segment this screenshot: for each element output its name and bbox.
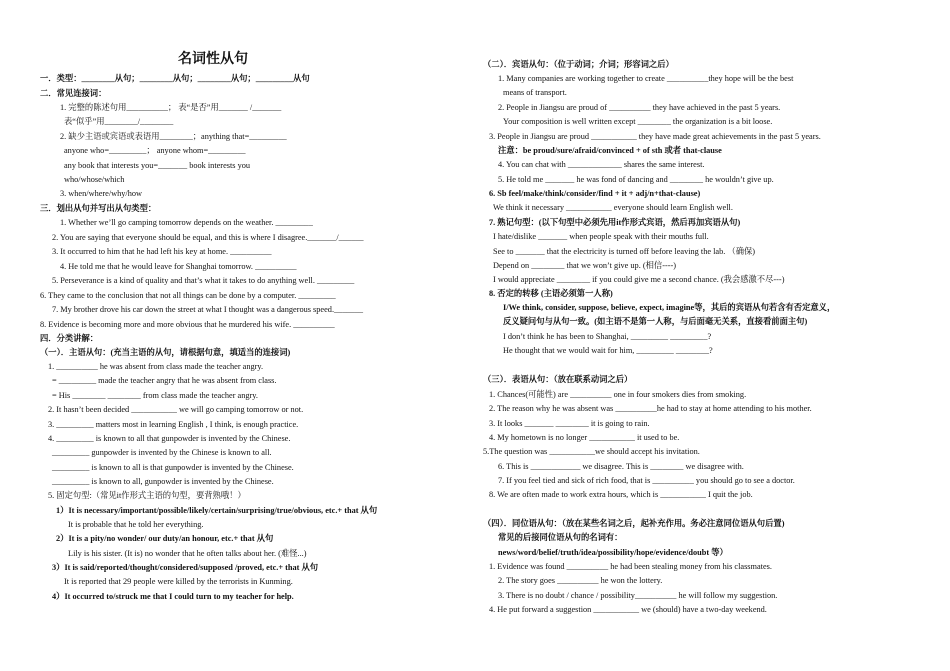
text-line: It is reported that 29 people were killed by the terrorists in Kunming. bbox=[64, 577, 293, 586]
text-line: 5.The question was ___________we should accept his invitation. bbox=[483, 447, 700, 456]
text-line: 1. Chances(可能性) are __________ one in four smokers dies from smoking. bbox=[489, 390, 747, 399]
text-line: 7. If you feel tied and sick of rich food, that is __________ you should go to see a doctor. bbox=[498, 476, 795, 485]
text-line: _________ gunpowder is invented by the Chinese is known to all. bbox=[52, 448, 272, 457]
text-line: 4. _________ is known to all that gunpowder is invented by the Chinese. bbox=[48, 434, 291, 443]
text-line: 三．划出从句并写出从句类型： bbox=[40, 204, 157, 213]
text-line: I would appreciate ________ if you could give me a second chance. (我会感激不尽---) bbox=[493, 275, 785, 284]
text-line: Lily is his sister. (It is) no wonder that he often talks about her. (难怪...) bbox=[68, 549, 307, 558]
text-line: 二．常见连接词： bbox=[40, 89, 107, 98]
text-line: See to _______ that the electricity is turned off before leaving the lab. （确保) bbox=[493, 247, 756, 256]
text-line: = His ________ ________ from class made the teacher angry. bbox=[52, 391, 258, 400]
text-line: 注意：be proud/sure/afraid/convinced + of sth 或者 that-clause bbox=[498, 146, 722, 155]
text-line: （三）．表语从句：（放在联系动词之后） bbox=[483, 375, 633, 384]
text-line: I don’t think he has been to Shanghai, _________ _________? bbox=[503, 332, 712, 341]
text-line: 8. 否定的转移 (主语必须第一人称) bbox=[489, 289, 613, 298]
text-line: 7. 熟记句型：(以下句型中必须先用it作形式宾语，然后再加宾语从句) bbox=[489, 218, 741, 227]
text-line: 四．分类讲解： bbox=[40, 334, 99, 343]
text-line: I/We think, consider, suppose, believe, expect, imagine等，其后的宾语从句若含有否定意义， bbox=[503, 303, 836, 312]
text-line: 7. My brother drove his car down the street at what I thought was a dangerous speed._______ bbox=[52, 305, 364, 314]
text-line: 1）It is necessary/important/possible/likely/certain/surprising/true/obvious, etc.+ that 从句 bbox=[56, 506, 378, 515]
text-line: 反义疑问句与从句一致。(如主语不是第一人称，与后面毫无关系，直接看前面主句) bbox=[503, 317, 808, 326]
text-line: It is probable that he told her everything. bbox=[68, 520, 204, 529]
text-line: 3. There is no doubt / chance / possibility__________ he will follow my suggestion. bbox=[498, 591, 778, 600]
text-line: Your composition is well written except ________ the organization is a bit loose. bbox=[503, 117, 773, 126]
text-line: 3. It looks _______ ________ it is going to rain. bbox=[489, 419, 650, 428]
text-line: anyone who=_________； anyone whom=_________ bbox=[64, 146, 246, 155]
text-line: 2. It hasn’t been decided ___________ we will go camping tomorrow or not. bbox=[48, 405, 304, 414]
text-line: 常见的后接同位语从句的名词有： bbox=[498, 533, 623, 542]
text-line: 3. when/where/why/how bbox=[60, 189, 143, 198]
text-line: means of transport. bbox=[503, 88, 567, 97]
text-line: 8. We are often made to work extra hours, which is ___________ I quit the job. bbox=[489, 490, 753, 499]
text-line: 6. Sb feel/make/think/consider/find + it + adj/n+that-clause) bbox=[489, 189, 701, 198]
text-line: 6. This is ____________ we disagree. This is ________ we disagree with. bbox=[498, 462, 744, 471]
text-line: 2. 缺少主语或宾语或表语用________；anything that=_________ bbox=[60, 132, 287, 141]
text-line: （四）．同位语从句：（放在某些名词之后，起补充作用。务必注意同位语从句后置) bbox=[483, 519, 785, 528]
text-line: 2. You are saying that everyone should be equal, and this is where I disagree._______/______ bbox=[52, 233, 364, 242]
text-line: _________ is known to all, gunpowder is invented by the Chinese. bbox=[52, 477, 274, 486]
page-title: 名词性从句 bbox=[178, 51, 248, 67]
text-line: （二）．宾语从句：（位于动词；介词；形容词之后） bbox=[483, 60, 674, 69]
text-line: 1. Evidence was found __________ he had been stealing money from his classmates. bbox=[489, 562, 772, 571]
text-line: 4. He put forward a suggestion ___________ we (should) have a two-day weekend. bbox=[489, 605, 767, 614]
text-line: 2）It is a pity/no wonder/ our duty/an honour, etc.+ that 从句 bbox=[56, 534, 274, 543]
text-line: 1. Many companies are working together to create __________they hope will be the best bbox=[498, 74, 794, 83]
text-line: 5. 固定句型:（常见it作形式主语的句型，要背熟哦！） bbox=[48, 491, 246, 500]
text-line: 8. Evidence is becoming more and more obvious that he murdered his wife. __________ bbox=[40, 320, 335, 329]
text-line: any book that interests you=_______ book interests you bbox=[64, 161, 251, 170]
text-line: We think it necessary ___________ everyone should learn English well. bbox=[493, 203, 733, 212]
text-line: _________ is known to all is that gunpowder is invented by the Chinese. bbox=[52, 463, 294, 472]
text-line: 3. It occurred to him that he had left his key at home. __________ bbox=[52, 247, 272, 256]
text-line: 1. __________ he was absent from class made the teacher angry. bbox=[48, 362, 264, 371]
text-line: 4）It occurred to/struck me that I could turn to my teacher for help. bbox=[52, 592, 294, 601]
text-line: 表“似乎”用________/________ bbox=[64, 117, 174, 126]
text-line: 3. People in Jiangsu are proud ___________ they have made great achievements in the past 5 years. bbox=[489, 132, 821, 141]
text-line: 5. He told me _______ he was fond of dancing and ________ he wouldn’t give up. bbox=[498, 175, 774, 184]
text-line: 3. _________ matters most in learning English , I think, is enough practice. bbox=[48, 420, 299, 429]
text-line: 2. People in Jiangsu are proud of __________ they have achieved in the past 5 years. bbox=[498, 103, 781, 112]
text-line: 5. Perseverance is a kind of quality and that’s what it takes to do anything well. _________ bbox=[52, 276, 355, 285]
text-line: 4. You can chat with _____________ shares the same interest. bbox=[498, 160, 705, 169]
text-line: who/whose/which bbox=[64, 175, 125, 184]
text-line: 4. He told me that he would leave for Shanghai tomorrow. __________ bbox=[60, 262, 297, 271]
text-line: Depend on ________ that we won’t give up. (相信----) bbox=[493, 261, 677, 270]
text-line: 6. They came to the conclusion that not all things can be done by a computer. _________ bbox=[40, 291, 336, 300]
text-line: = _________ made the teacher angry that he was absent from class. bbox=[52, 376, 277, 385]
text-line: 3）It is said/reported/thought/considered/supposed /proved, etc.+ that 从句 bbox=[52, 563, 319, 572]
text-line: He thought that we would wait for him, _________ ________? bbox=[503, 346, 713, 355]
text-line: 2. The story goes __________ he won the lottery. bbox=[498, 576, 663, 585]
text-line: news/word/belief/truth/idea/possibility/hope/evidence/doubt 等） bbox=[498, 548, 728, 557]
text-line: 1. 完整的陈述句用__________； 表“是否”用_______ /_______ bbox=[60, 103, 282, 112]
text-line: （一）．主语从句：(充当主语的从句，请根据句意，填适当的连接词) bbox=[40, 348, 291, 357]
text-line: 4. My hometown is no longer ___________ it used to be. bbox=[489, 433, 680, 442]
text-line: 一．类型：________从句；________从句；________从句；_________从句 bbox=[40, 74, 310, 83]
text-line: 1. Whether we’ll go camping tomorrow depends on the weather. _________ bbox=[60, 218, 313, 227]
text-line: 2. The reason why he was absent was __________he had to stay at home attending to his mother. bbox=[489, 404, 812, 413]
text-line: I hate/dislike _______ when people speak with their mouths full. bbox=[493, 232, 709, 241]
